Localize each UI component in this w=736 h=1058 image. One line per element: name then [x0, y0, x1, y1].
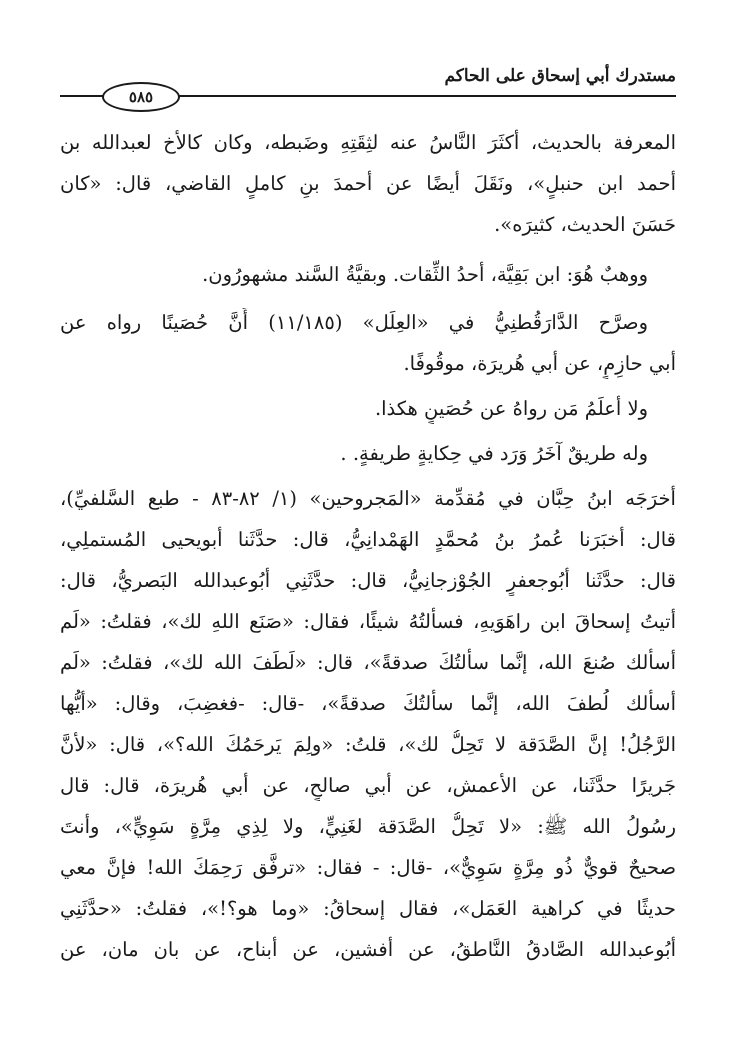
text-line: ولا أعلَمُ مَن رواهُ عن حُصَينٍ هكذا.: [374, 397, 648, 420]
text-line: أبي حازِمٍ، عن أبي هُريرَة، موقُوفًا.: [403, 352, 676, 375]
text-line: أحمد ابن حنبلٍ»، ونَقَلَ أيضًا عن أحمدَ بنِ كاملٍ القاضي، قال: «كان: [60, 172, 676, 195]
text-line: جَريرًا حدَّثَنا، عن الأعمش، عن أبي صالحٍ، عن أبي هُريرَة، قال: قال: [60, 774, 676, 797]
page-number: ٥٨٥: [102, 82, 180, 112]
text-line: حديثًا في كراهية العَمَل»، فقال إسحاقُ: «وما هو؟!»، فقلتُ: «حدَّثَنِي: [60, 897, 676, 920]
text-line: أسألك صُنعَ الله، إنَّما سألتُكَ صدقةً»، قال: «لَطَفَ الله لك»، فقلتُ: «لَم: [60, 651, 676, 674]
text-line: وله طريقٌ آخَرُ وَرَد في حِكايةٍ طريفةٍ. .: [340, 442, 648, 465]
text-line: أتيتُ إسحاقَ ابن راهَوَيهِ، فسألتُهُ شيئًا، فقال: «صَنَع اللهِ لك»، فقلتُ: «لَم: [60, 610, 676, 633]
text-line: رسُولُ الله ﷺ: «لا تَحِلُّ الصَّدَقة لغَنِيٍّ، ولا لِذِي مِرَّةٍ سَوِيٍّ»، وأنتَ: [60, 815, 676, 838]
text-line: الرَّجُلُ! إنَّ الصَّدَقة لا تَحِلُّ لك»، قلتُ: «ولِمَ يَرحَمُكَ الله؟»، قال: «لأنَّ: [60, 733, 676, 756]
text-line: قال: أخبَرَنا عُمرُ بنُ مُحمَّدٍ الهَمْدانِيُّ، قال: حدَّثَنا أبويحيى المُستملِي،: [60, 528, 676, 551]
text-line: أسألك لُطفَ الله، إنَّما سألتُكَ صدقةً»، -قال: -فغضِبَ، وقال: «أيُّها: [60, 692, 676, 715]
text-line: صحيحٌ قويٌّ ذُو مِرَّةٍ سَوِيٌّ»، -قال: - فقال: «ترفَّق رَحِمَكَ الله! فإنَّ معي: [60, 856, 676, 879]
text-line: وصرَّح الدَّارَقُطنِيُّ في «العِلَل» (١١/١٨٥) أَنَّ حُصَينًا رواه عن: [60, 311, 648, 334]
text-line: أخرَجَه ابنُ حِبَّان في مُقدِّمة «المَجروحين» (١/ ٨٢-٨٣ - طبع السَّلفيِّ)،: [60, 487, 676, 510]
text-line: ووهبٌ هُوَ: ابن بَقِيَّة، أحدُ الثِّقات. وبقيَّةُ السَّند مشهورُون.: [202, 263, 648, 286]
text-line: حَسَنَ الحديث، كثيرَه».: [494, 213, 676, 236]
page-header: [60, 58, 676, 108]
text-line: المعرفة بالحديث، أكثَرَ النَّاسُ عنه لثِقَتِهِ وضَبطه، وكان كالأخ لعبدالله بن: [60, 131, 676, 154]
text-line: قال: حدَّثَنا أبُوجعفرٍ الجُوْزجانِيُّ، قال: حدَّثَنِي أبُوعبدالله البَصريُّ، قال:: [60, 569, 676, 592]
running-head-title: مستدرك أبي إسحاق على الحاكم: [444, 66, 676, 86]
text-line: أبُوعبدالله الصَّادقُ النَّاطقُ، عن أفشين، عن أبناح، عن بان مان، عن: [60, 938, 676, 961]
